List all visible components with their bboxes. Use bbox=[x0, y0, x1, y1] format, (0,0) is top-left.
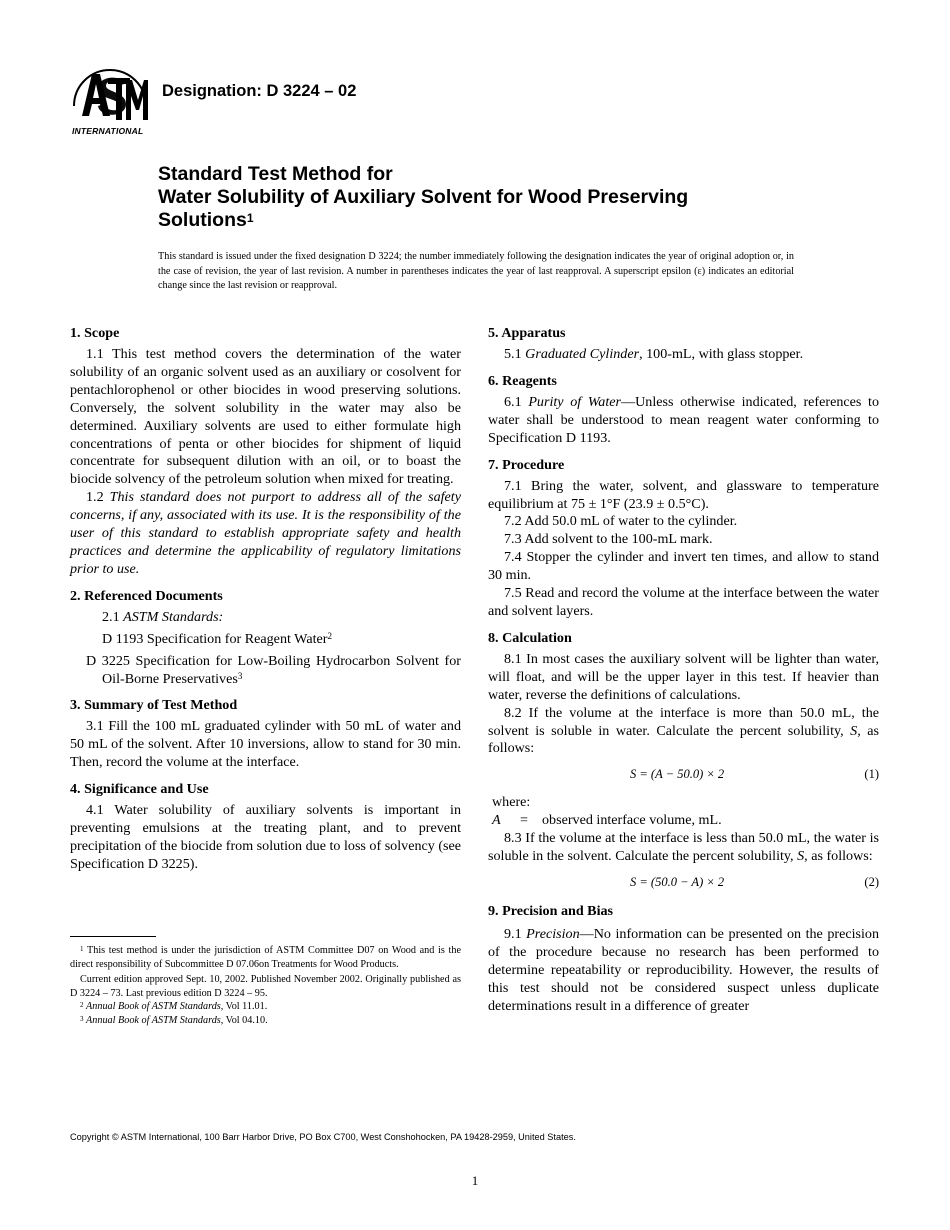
paragraph-8-3: 8.3 If the volume at the interface is less than 50.0 mL, the water is soluble in the solvent. Calculate the percent solubility, S, as follows: bbox=[488, 830, 879, 865]
footnote-1: $^1$ This test method is under the jurisdiction of ASTM Committee D07 on Wood and is the direct responsibility of Subcommittee D 07.06on Treatments for Wood Products. bbox=[70, 945, 461, 970]
paragraph-7-4: 7.4 Stopper the cylinder and invert ten times, and allow to stand 30 min. bbox=[488, 549, 879, 584]
paragraph-7-2: 7.2 Add 50.0 mL of water to the cylinder. bbox=[504, 513, 738, 530]
paragraph-5-1: 5.1 Graduated Cylinder, 100-mL, with glass stopper. bbox=[504, 346, 804, 362]
equation-1-formula: S = (A − 50.0) × 2 bbox=[630, 767, 725, 782]
paragraph-6-1: 6.1 Purity of Water—Unless otherwise indicated, references to water shall be understood to mean reagent water conforming to Specification D 1193. bbox=[488, 393, 880, 446]
paragraph-2-1: 2.1 ASTM Standards: bbox=[102, 608, 224, 625]
equation-2-number: (2) bbox=[864, 874, 879, 889]
paragraph-8-2: 8.2 If the volume at the interface is more than 50.0 mL, the solvent is soluble in water. Calculate the percent solubility, S, as follows: bbox=[488, 704, 879, 757]
document-title bbox=[158, 163, 858, 232]
designation: Designation: D 3224 – 02 bbox=[162, 82, 357, 100]
page-number: 1 bbox=[471, 1173, 479, 1188]
section-heading-procedure: 7. Procedure bbox=[488, 456, 565, 473]
footnote-rule bbox=[70, 936, 156, 937]
footnote-1-edition: Current edition approved Sept. 10, 2002. Published November 2002. Originally published as D 3224 – 73. Last previous edition D 3224 – 95. bbox=[70, 974, 461, 999]
right-column bbox=[488, 324, 879, 1015]
copyright-notice: Copyright © ASTM International, 100 Barr Harbor Drive, PO Box C700, West Conshohocken, PA 19428-2959, United States. bbox=[70, 1132, 576, 1142]
paragraph-9-1: 9.1 Precision—No information can be presented on the precision of the procedure because no research has been performed to determine repeatability or reproducibility. However, the results of this test should not be considered suspect unless duplicate determinations result in a difference of greater bbox=[488, 925, 879, 1014]
logo-text: INTERNATIONAL bbox=[72, 126, 144, 136]
left-column bbox=[70, 324, 461, 874]
paragraph-7-1: 7.1 Bring the water, solvent, and glassware to temperature equilibrium at 75 ± 1°F (23.9 ± 0.5°C). bbox=[488, 477, 879, 512]
designation-notice: This standard is issued under the fixed designation D 3224; the number immediately following the designation indicates the year of original adoption or, in the case of revision, the year of last revision. A number in parentheses indicates the year of last reapproval. A superscript epsilon (ε) indicates an editorial change since the last revision or reapproval. bbox=[158, 251, 794, 291]
section-heading-referenced-documents: 2. Referenced Documents bbox=[70, 587, 223, 604]
section-heading-scope: 1. Scope bbox=[70, 325, 120, 341]
footnote-2: $^2$ Annual Book of ASTM Standards, Vol 11.01. bbox=[80, 1001, 268, 1013]
where-definition: A = observed interface volume, mL. bbox=[492, 812, 722, 829]
paragraph-1-2: 1.2 This standard does not purport to address all of the safety concerns, if any, associated with its use. It is the responsibility of the user of this standard to establish appropriate safety and health practices and determine the applicability of regulatory limitations prior to use. bbox=[70, 489, 461, 577]
paragraph-8-1: 8.1 In most cases the auxiliary solvent will be lighter than water, will float, and will be the upper layer in this test. If heavier than water, reverse the definitions of calculations. bbox=[488, 650, 879, 703]
reference-d3225: D 3225 Specification for Low-Boiling Hydrocarbon Solvent for Oil-Borne Preservatives$^3$ bbox=[86, 652, 461, 687]
title-footnote-mark: 1 bbox=[246, 211, 254, 225]
section-heading-calculation: 8. Calculation bbox=[488, 629, 572, 646]
footnote-3: $^3$ Annual Book of ASTM Standards, Vol 04.10. bbox=[80, 1014, 268, 1026]
astm-logo bbox=[70, 66, 150, 138]
paragraph-3-1: 3.1 Fill the 100 mL graduated cylinder with 50 mL of water and 50 mL of the solvent. After 10 inversions, allow to stand for 30 min. Then, record the volume at the interface. bbox=[70, 718, 461, 771]
equation-1 bbox=[488, 764, 879, 786]
equation-1-number: (1) bbox=[864, 767, 879, 782]
reference-d1193: D 1193 Specification for Reagent Water$^2$ bbox=[102, 630, 332, 647]
section-heading-apparatus: 5. Apparatus bbox=[488, 325, 566, 341]
title-line-1: Standard Test Method for bbox=[158, 163, 393, 185]
equation-2 bbox=[488, 872, 879, 894]
paragraph-1-1: 1.1 This test method covers the determination of the water solubility of an organic solvent used as an auxiliary or cosolvent for pentachlorophenol or other biocides in wood preserving solutions. Conversely, the solvent solubility in the water may also be determined. Auxiliary solvents are used to either formulate high concentrations of penta or other biocides for shipment of liquid concentrate for subsequent dilution with an oil, or to boast the biocide solvency of the petroleum solution when mixed for treating. bbox=[70, 346, 461, 488]
equation-2-formula: S = (50.0 − A) × 2 bbox=[630, 874, 725, 889]
title-line-3: Solutions$^1$ bbox=[158, 209, 254, 231]
section-heading-precision: 9. Precision and Bias bbox=[488, 902, 614, 919]
section-heading-reagents: 6. Reagents bbox=[488, 372, 557, 389]
section-heading-summary: 3. Summary of Test Method bbox=[70, 697, 238, 714]
where-label: where: bbox=[492, 794, 531, 811]
paragraph-4-1: 4.1 Water solubility of auxiliary solvents is important in preventing emulsions at the treating plant, and to prevent precipitation of the biocide from solution due to loss of solvency (see Specification D 3225). bbox=[70, 802, 462, 872]
footnotes bbox=[70, 942, 461, 1028]
section-heading-significance: 4. Significance and Use bbox=[70, 781, 209, 798]
paragraph-7-5: 7.5 Read and record the volume at the interface between the water and solvent layers. bbox=[488, 585, 879, 619]
title-line-2: Water Solubility of Auxiliary Solvent for Wood Preserving bbox=[158, 186, 689, 208]
paragraph-7-3: 7.3 Add solvent to the 100-mL mark. bbox=[504, 531, 713, 548]
